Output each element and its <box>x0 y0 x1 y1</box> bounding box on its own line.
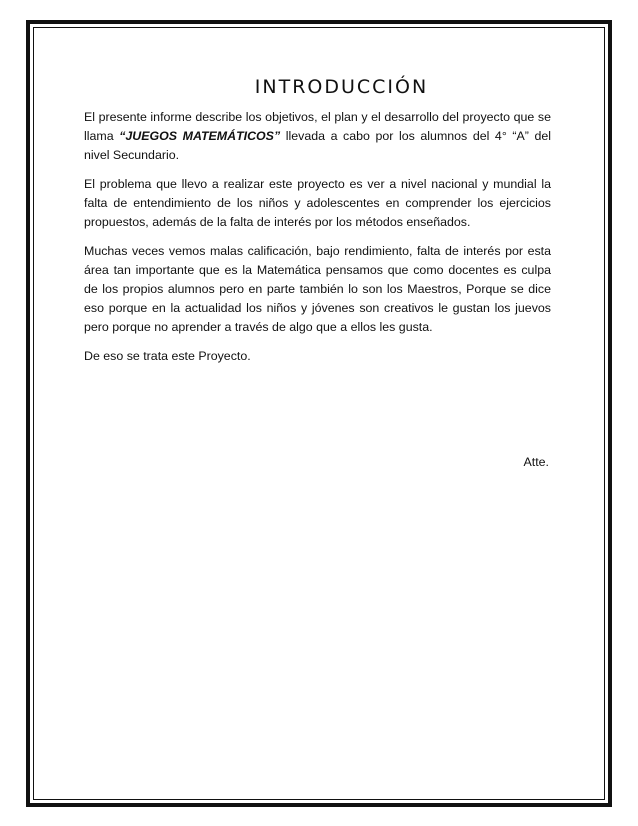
paragraph-intro-before: El presente informe describe los objetivos, el plan y el desarrollo del proyecto que se llama <box>84 110 551 143</box>
paragraph-intro-after: llevada a cabo por los alumnos del 4° “A” del nivel Secundario. <box>84 129 551 162</box>
paragraph-problem: El problema que llevo a realizar este proyecto es ver a nivel nacional y mundial la falta de entendimiento de los niños y adolescentes en comprender los ejercicios propuestos, además de la falta de interés por los métodos enseñados. <box>84 177 551 229</box>
paragraph-context: Muchas veces vemos malas calificación, bajo rendimiento, falta de interés por esta área tan importante que es la Matemática pensamos que como docentes es culpa de los propios alumnos pero en parte también lo son los Maestros, Porque se dice eso porque en la actualidad los niños y jóvenes son creativos le gustan los juevos pero porque no aprender a través de algo que a ellos les gusta. <box>84 244 551 334</box>
paragraph-intro <box>84 108 551 165</box>
page-title: INTRODUCCIÓN <box>254 76 429 98</box>
project-name: “JUEGOS MATEMÁTICOS” <box>119 129 281 143</box>
signature: Atte. <box>523 455 549 469</box>
paragraph-closing: De eso se trata este Proyecto. <box>84 349 251 363</box>
document-body <box>84 76 551 376</box>
